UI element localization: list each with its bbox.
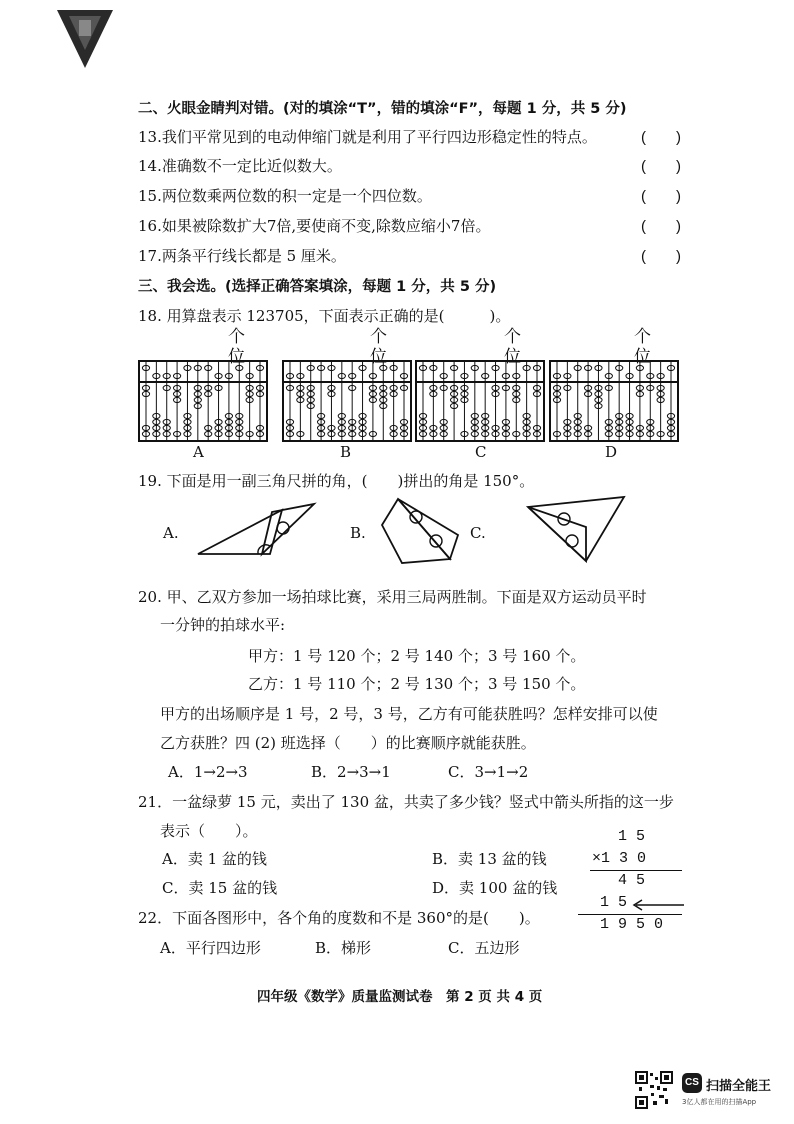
calc-multiplier: ×1 3 0	[592, 850, 647, 867]
abacus-option-d[interactable]	[549, 360, 679, 442]
qr-code-icon	[635, 1071, 673, 1109]
abacus-a-wei-label: 位	[228, 347, 245, 367]
abacus-option-a[interactable]	[138, 360, 268, 442]
calc-rule-1	[590, 870, 682, 871]
question-20-line4: 乙方获胜？四 (2) 班选择（ ）的比赛顺序就能获胜。	[160, 734, 536, 752]
abacus-option-c[interactable]	[415, 360, 545, 442]
abacus-b-wei-label: 位	[370, 347, 387, 367]
answer-16-paren[interactable]: ( )	[641, 218, 681, 235]
abacus-option-b[interactable]	[282, 360, 412, 442]
answer-17-paren[interactable]: ( )	[641, 248, 681, 265]
q19-option-c-triangles[interactable]	[524, 493, 634, 565]
abacus-d-wei-label: 位	[634, 347, 651, 367]
q22-option-c[interactable]: C．五边形	[448, 939, 520, 957]
abacus-b-label: B	[340, 443, 352, 461]
q20-jia-data: 甲方：1 号 120 个；2 号 140 个；3 号 160 个。	[248, 647, 586, 665]
section3-heading: 三、我会选。(选择正确答案填涂，每题 1 分，共 5 分)	[138, 279, 497, 295]
answer-14-paren[interactable]: ( )	[641, 158, 681, 175]
page-footer: 四年级《数学》质量监测试卷 第 2 页 共 4 页	[257, 989, 543, 1005]
q20-option-b[interactable]: B．2→3→1	[311, 763, 391, 781]
question-22: 22．下面各图形中，各个角的度数和不是 360°的是( )。	[138, 909, 540, 927]
watermark-subtitle: 3亿人都在用的扫描App	[682, 1098, 757, 1106]
camscanner-logo: CS	[682, 1073, 702, 1093]
watermark-brand: 扫描全能王	[706, 1079, 772, 1094]
q19-option-a-label: A.	[163, 524, 179, 542]
q21-option-b[interactable]: B．卖 13 盆的钱	[432, 850, 547, 868]
abacus-d-ge-label: 个	[634, 327, 651, 347]
abacus-b-ge-label: 个	[370, 327, 387, 347]
abacus-c-label: C	[475, 443, 487, 461]
calc-product: 1 9 5 0	[600, 916, 664, 933]
corner-seal-image	[55, 8, 115, 70]
question-19: 19. 下面是用一副三角尺拼的角，( )拼出的角是 150°。	[138, 472, 535, 490]
abacus-c-wei-label: 位	[504, 347, 521, 367]
calc-partial-1: 4 5	[618, 872, 646, 889]
question-21-line1: 21．一盆绿萝 15 元，卖出了 130 盆，共卖了多少钱？竖式中箭头所指的这一步	[138, 793, 674, 811]
q19-option-b-triangles[interactable]	[378, 495, 468, 567]
question-15: 15.两位数乘两位数的积一定是一个四位数。	[138, 187, 432, 205]
q21-option-d[interactable]: D．卖 100 盆的钱	[432, 879, 558, 897]
calc-multiplicand: 1 5	[618, 828, 646, 845]
answer-15-paren[interactable]: ( )	[641, 188, 681, 205]
question-16: 16.如果被除数扩大7倍,要使商不变,除数应缩小7倍。	[138, 217, 491, 235]
q22-option-b[interactable]: B．梯形	[315, 939, 372, 957]
question-18: 18. 用算盘表示 123705，下面表示正确的是( )。	[138, 307, 511, 325]
q19-option-c-label: C.	[470, 524, 486, 542]
q20-option-a[interactable]: A．1→2→3	[168, 763, 248, 781]
q21-option-c[interactable]: C．卖 15 盆的钱	[162, 879, 278, 897]
question-17: 17.两条平行线长都是 5 厘米。	[138, 247, 346, 265]
abacus-c-ge-label: 个	[504, 327, 521, 347]
question-13: 13.我们平常见到的电动伸缩门就是利用了平行四边形稳定性的特点。	[138, 128, 597, 146]
q22-option-a[interactable]: A．平行四边形	[160, 939, 261, 957]
abacus-a-ge-label: 个	[228, 327, 245, 347]
question-21-line2: 表示（ ）。	[160, 822, 258, 840]
question-20-line3: 甲方的出场顺序是 1 号，2 号，3 号，乙方有可能获胜吗？怎样安排可以使	[160, 705, 658, 723]
calc-rule-2	[578, 914, 682, 915]
answer-13-paren[interactable]: ( )	[641, 129, 681, 146]
q20-yi-data: 乙方：1 号 110 个；2 号 130 个；3 号 150 个。	[248, 675, 586, 693]
question-20-line1: 20. 甲、乙双方参加一场拍球比赛，采用三局两胜制。下面是双方运动员平时	[138, 588, 647, 606]
q19-option-a-triangles[interactable]	[190, 502, 320, 558]
question-14: 14.准确数不一定比近似数大。	[138, 157, 342, 175]
abacus-a-label: A	[193, 443, 204, 461]
section2-heading: 二、火眼金睛判对错。(对的填涂“T”，错的填涂“F”，每题 1 分，共 5 分)	[138, 101, 627, 117]
q20-option-c[interactable]: C．3→1→2	[448, 763, 529, 781]
calc-partial-2: 1 5	[600, 894, 628, 911]
question-20-line2: 一分钟的拍球水平:	[160, 616, 286, 634]
q19-option-b-label: B.	[350, 524, 366, 542]
q21-option-a[interactable]: A．卖 1 盆的钱	[162, 850, 267, 868]
abacus-d-label: D	[605, 443, 618, 461]
calc-arrow-icon	[628, 898, 686, 912]
